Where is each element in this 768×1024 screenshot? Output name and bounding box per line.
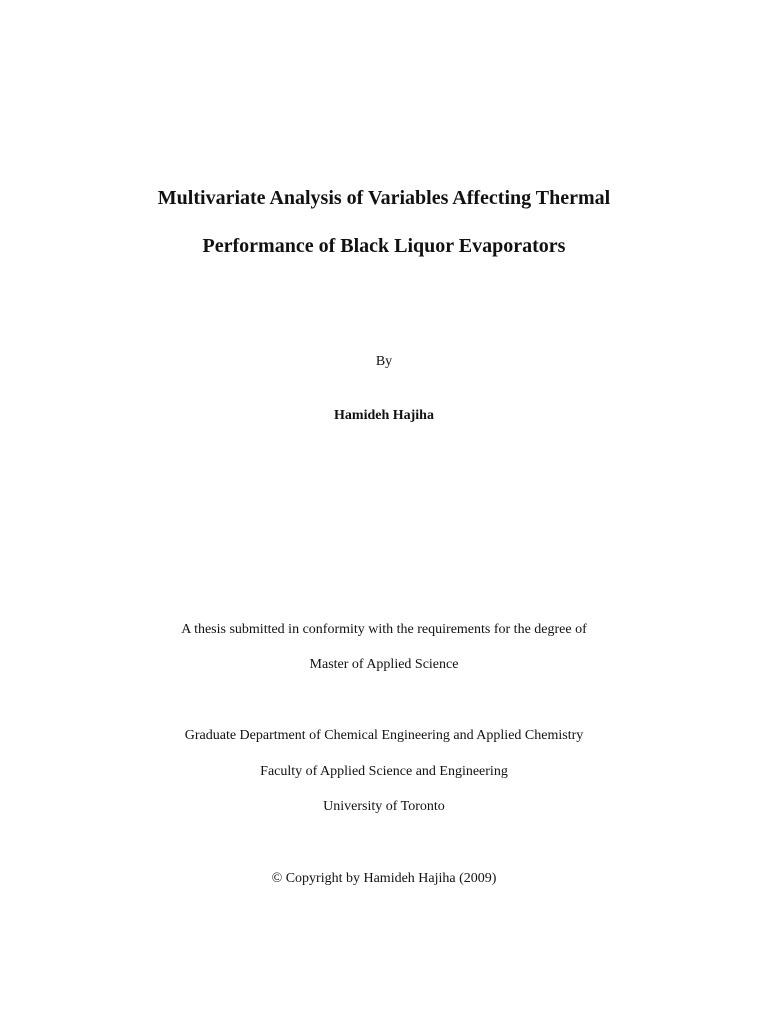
copyright-notice: © Copyright by Hamideh Hajiha (2009) (271, 871, 497, 886)
degree-name: Master of Applied Science (309, 657, 459, 672)
department: Graduate Department of Chemical Engineering and Applied Chemistry (184, 728, 584, 743)
title-line-2: Performance of Black Liquor Evaporators (202, 235, 566, 257)
by-label: By (375, 354, 393, 369)
university: University of Toronto (323, 799, 445, 814)
faculty: Faculty of Applied Science and Engineering (260, 764, 508, 779)
author-name: Hamideh Hajiha (334, 408, 434, 423)
title-line-1: Multivariate Analysis of Variables Affecting Thermal (157, 187, 611, 209)
degree-statement: A thesis submitted in conformity with the requirements for the degree of (181, 622, 587, 637)
